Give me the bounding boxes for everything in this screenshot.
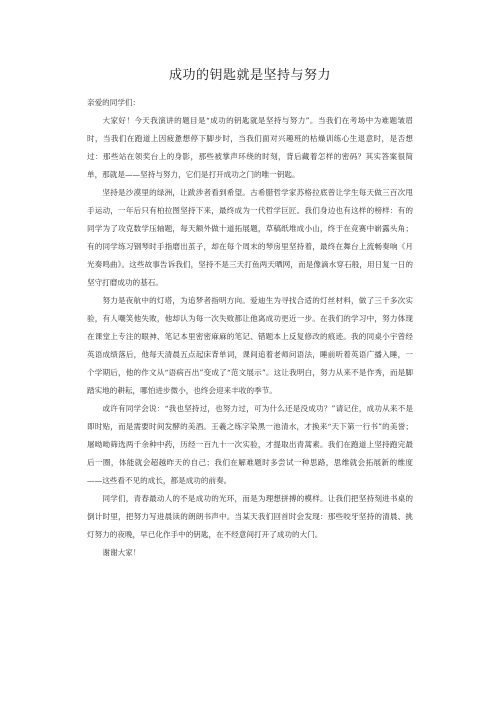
document-body	[87, 94, 413, 562]
document-title: 成功的钥匙就是坚持与努力	[168, 68, 331, 83]
greeting: 亲爱的同学们：	[87, 98, 141, 107]
paragraph-1: 大家好！今天我演讲的题目是“成功的钥匙就是坚持与努力”。当我们在考场中为难题皱眉时，当我们在跑道上因疲惫想停下脚步时，当我们面对兴趣班的枯燥训练心生退意时，是否想过：那些站在领奖台上的身影，那些被掌声环绕的时刻，背后藏着怎样的密码？其实答案很简单，那就是——坚持与努力，它们是打开成功之门的唯一钥匙。	[87, 116, 413, 179]
closing: 谢谢大家！	[102, 548, 141, 557]
paragraph-3: 努力是夜航中的灯塔，为追梦者指明方向。爱迪生为寻找合适的灯丝材料，做了三千多次实验，有人嘲笑他失败，他却认为每一次失败都让他离成功更近一步。在我们的学习中，努力体现在课堂上专注的眼神、笔记本里密密麻麻的笔记、错题本上反复修改的痕迹。我的同桌小宇曾经英语成绩落后，他每天清晨五点起床背单词，课间追着老师问语法，睡前听着英语广播入睡，一个学期后，他的作文从“语病百出”变成了“范文展示”。这让我明白，努力从来不是作秀，而是脚踏实地的耕耘，哪怕进步微小，也终会迎来丰收的季节。	[87, 296, 413, 395]
paragraph-2: 坚持是沙漠里的绿洲，让跋涉者看到希望。古希腊哲学家苏格拉底曾让学生每天做三百次甩手运动，一年后只有柏拉图坚持下来，最终成为一代哲学巨匠。我们身边也有这样的榜样：有的同学为了攻克数学压轴题，每天额外做十道拓展题，草稿纸堆成小山，终于在竞赛中崭露头角；有的同学练习钢琴时手指磨出茧子，却在每个周末的琴房里坚持着，最终在舞台上流畅奏响《月光奏鸣曲》。这些故事告诉我们，坚持不是三天打鱼两天晒网，而是像滴水穿石般，用日复一日的坚守打磨成功的基石。	[87, 188, 413, 287]
paragraph-5: 同学们，青春最动人的不是成功的光环，而是为理想拼搏的模样。让我们把坚持刻进书桌的倒计时里，把努力写进晨读的朗朗书声中。当某天我们回首时会发现：那些咬牙坚持的清晨、挑灯努力的夜晚，早已化作手中的钥匙，在不经意间打开了成功的大门。	[87, 494, 413, 539]
paragraph-4: 或许有同学会说：“我也坚持过，也努力过，可为什么还是没成功？”请记住，成功从来不是即时贴，而是需要时间发酵的美酒。王羲之练字染黑一池清水，才换来“天下第一行书”的美誉；屠呦呦筛选两千余种中药，历经一百九十一次实验，才提取出青蒿素。我们在跑道上坚持跑完最后一圈，体能就会超越昨天的自己；我们在解难题时多尝试一种思路，思维就会拓展新的维度——这些看不见的成长，都是成功的前奏。	[87, 404, 413, 485]
